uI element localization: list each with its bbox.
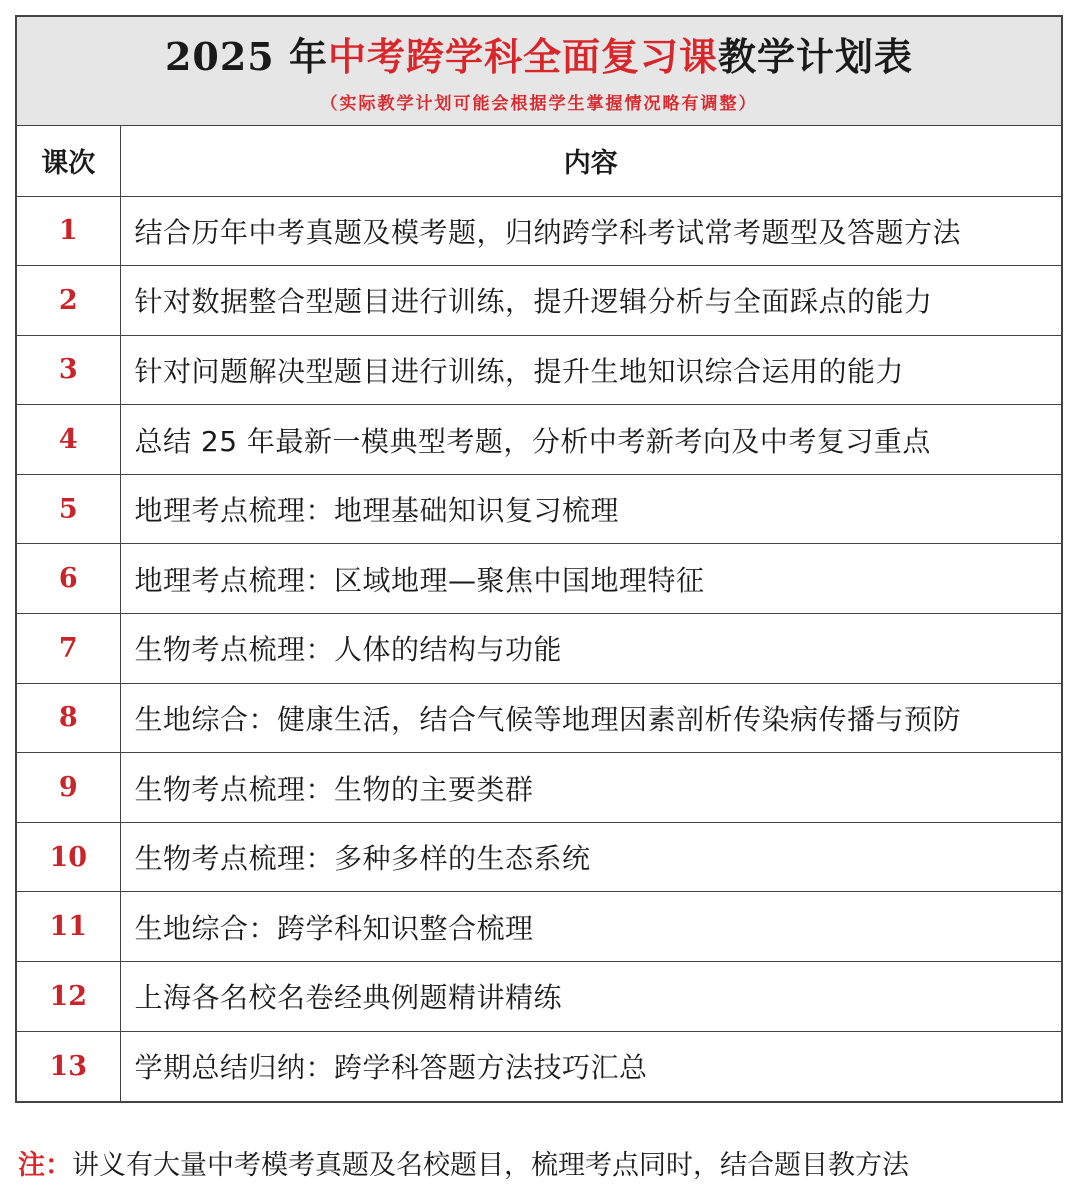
table-row <box>17 474 1061 544</box>
lesson-content: 生物考点梳理：人体的结构与功能 <box>120 614 1061 684</box>
lesson-number: 13 <box>17 1031 120 1101</box>
note-label: 注： <box>18 1150 72 1181</box>
lesson-content: 生物考点梳理：多种多样的生态系统 <box>120 822 1061 892</box>
lesson-number: 11 <box>17 892 120 962</box>
lesson-number: 3 <box>17 335 120 405</box>
table-row <box>17 892 1061 962</box>
column-header-content: 内容 <box>563 148 618 180</box>
lesson-number: 7 <box>17 614 120 684</box>
lesson-content: 生物考点梳理：生物的主要类群 <box>120 753 1061 823</box>
table-row <box>17 196 1061 266</box>
lesson-number: 9 <box>17 753 120 823</box>
table-row <box>17 962 1061 1032</box>
column-header-lesson: 课次 <box>17 126 120 196</box>
lesson-number: 6 <box>17 544 120 614</box>
table-row <box>17 683 1061 753</box>
table-row <box>17 544 1061 614</box>
table-row <box>17 822 1061 892</box>
table-row <box>17 614 1061 684</box>
lesson-number: 2 <box>17 266 120 336</box>
title-highlight: 中考跨学科全面复习课 <box>327 34 718 79</box>
table-row <box>17 405 1061 475</box>
lesson-content: 结合历年中考真题及模考题，归纳跨学科考试常考题型及答题方法 <box>120 196 1061 266</box>
title-suffix: 教学计划表 <box>718 34 914 79</box>
lesson-content: 地理考点梳理：地理基础知识复习梳理 <box>120 474 1061 544</box>
lesson-content: 地理考点梳理：区域地理—聚焦中国地理特征 <box>120 544 1061 614</box>
table-row <box>17 1031 1061 1101</box>
lesson-content: 总结 25 年最新一模典型考题，分析中考新考向及中考复习重点 <box>120 405 1061 475</box>
table-row <box>17 266 1061 336</box>
lesson-number: 8 <box>17 683 120 753</box>
lesson-plan-table-container <box>15 15 1063 1103</box>
lesson-number: 5 <box>17 474 120 544</box>
lesson-content: 学期总结归纳：跨学科答题方法技巧汇总 <box>120 1031 1061 1101</box>
table-row <box>17 753 1061 823</box>
lesson-number: 4 <box>17 405 120 475</box>
title-block <box>17 17 1061 126</box>
lesson-content: 生地综合：健康生活，结合气候等地理因素剖析传染病传播与预防 <box>120 683 1061 753</box>
lesson-content: 上海各名校名卷经典例题精讲精练 <box>120 962 1061 1032</box>
lesson-number: 10 <box>17 822 120 892</box>
table-header-row <box>17 126 1061 196</box>
note-text: 讲义有大量中考模考真题及名校题目，梳理考点同时，结合题目教方法 <box>72 1150 909 1181</box>
lesson-table <box>17 126 1061 1101</box>
lesson-number: 1 <box>17 196 120 266</box>
footer-note <box>18 1146 909 1186</box>
table-row <box>17 335 1061 405</box>
lesson-number: 12 <box>17 962 120 1032</box>
page-title <box>17 35 1061 79</box>
page-subtitle: （实际教学计划可能会根据学生掌握情况略有调整） <box>320 94 758 114</box>
lesson-content: 针对问题解决型题目进行训练，提升生地知识综合运用的能力 <box>120 335 1061 405</box>
lesson-content: 针对数据整合型题目进行训练，提升逻辑分析与全面踩点的能力 <box>120 266 1061 336</box>
lesson-content: 生地综合：跨学科知识整合梳理 <box>120 892 1061 962</box>
title-prefix: 2025 年 <box>164 34 328 79</box>
